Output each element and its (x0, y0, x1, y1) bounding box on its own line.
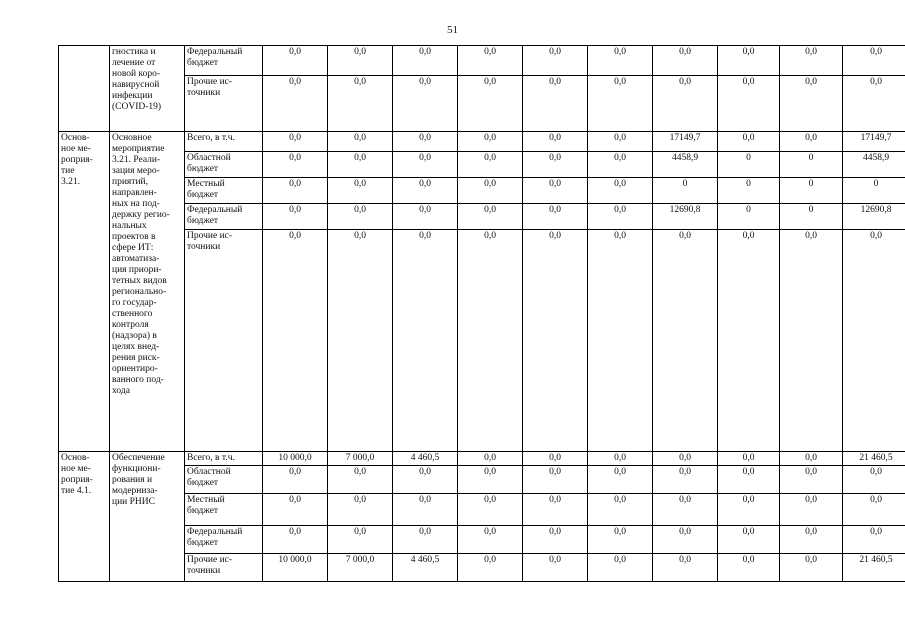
funding-source-cell (185, 526, 263, 554)
value-cell: 0,0 (843, 494, 905, 526)
value-cell: 0,0 (458, 554, 523, 582)
value-cell: 0,0 (523, 76, 588, 132)
table-row (59, 204, 905, 230)
funding-source-cell (185, 46, 263, 76)
description-cell (110, 132, 185, 452)
value-cell: 0,0 (780, 466, 843, 494)
value-cell: 0,0 (843, 526, 905, 554)
funding-source-label: Областной бюджет (187, 467, 231, 488)
value-cell: 0,0 (843, 46, 905, 76)
table-row (59, 494, 905, 526)
value-cell: 0,0 (718, 526, 780, 554)
value-cell: 10 000,0 (263, 452, 328, 466)
value-cell: 0,0 (263, 46, 328, 76)
value-cell: 0,0 (588, 526, 653, 554)
value-cell: 0,0 (523, 526, 588, 554)
value-cell: 0,0 (653, 466, 718, 494)
value-cell: 12690,8 (843, 204, 905, 230)
activity-label: Основ- ное ме- роприя- тие 4.1. (61, 453, 93, 496)
value-cell: 0,0 (718, 46, 780, 76)
page-number: 51 (447, 24, 458, 36)
value-cell: 0,0 (523, 204, 588, 230)
value-cell: 0,0 (718, 132, 780, 152)
value-cell: 0,0 (393, 494, 458, 526)
value-cell: 0,0 (393, 132, 458, 152)
description-text: гностика и лечение от новой коро- навирусной инфекции (COVID-19) (112, 47, 162, 112)
value-cell: 0,0 (263, 178, 328, 204)
value-cell: 0,0 (718, 466, 780, 494)
table-row (59, 230, 905, 452)
funding-source-cell (185, 494, 263, 526)
value-cell: 0,0 (523, 452, 588, 466)
value-cell: 7 000,0 (328, 452, 393, 466)
value-cell: 0,0 (328, 466, 393, 494)
value-cell: 0,0 (780, 46, 843, 76)
value-cell: 0,0 (393, 46, 458, 76)
value-cell: 0,0 (653, 46, 718, 76)
value-cell: 0,0 (588, 178, 653, 204)
funding-source-label: Всего, в т.ч. (187, 453, 235, 463)
value-cell: 0,0 (523, 494, 588, 526)
funding-source-cell (185, 76, 263, 132)
value-cell: 0,0 (328, 494, 393, 526)
value-cell: 0,0 (393, 526, 458, 554)
table-row (59, 526, 905, 554)
value-cell: 0,0 (843, 230, 905, 452)
value-cell: 0,0 (523, 178, 588, 204)
value-cell: 0,0 (328, 230, 393, 452)
value-cell: 0,0 (523, 152, 588, 178)
value-cell: 0,0 (653, 554, 718, 582)
value-cell: 0,0 (393, 466, 458, 494)
value-cell: 0,0 (588, 466, 653, 494)
value-cell: 0 (718, 152, 780, 178)
table-row (59, 452, 905, 466)
value-cell: 0,0 (328, 178, 393, 204)
value-cell: 0,0 (263, 132, 328, 152)
funding-source-label: Прочие ис- точники (187, 231, 233, 252)
value-cell: 0,0 (523, 132, 588, 152)
value-cell: 0,0 (328, 526, 393, 554)
value-cell: 0,0 (780, 132, 843, 152)
value-cell: 0,0 (588, 204, 653, 230)
value-cell: 0,0 (458, 204, 523, 230)
value-cell: 0,0 (458, 76, 523, 132)
value-cell: 0,0 (588, 554, 653, 582)
funding-source-label: Всего, в т.ч. (187, 133, 235, 143)
table-row (59, 76, 905, 132)
value-cell: 0,0 (780, 452, 843, 466)
funding-source-cell (185, 132, 263, 152)
funding-source-label: Прочие ис- точники (187, 555, 233, 576)
value-cell: 0,0 (263, 526, 328, 554)
value-cell: 0,0 (780, 526, 843, 554)
value-cell: 0,0 (263, 76, 328, 132)
value-cell: 0 (653, 178, 718, 204)
value-cell: 7 000,0 (328, 554, 393, 582)
value-cell: 0,0 (263, 466, 328, 494)
value-cell: 0,0 (393, 178, 458, 204)
description-text: Обеспечение функциони- рования и модерниза- ции РНИС (112, 453, 165, 507)
value-cell: 0,0 (843, 466, 905, 494)
value-cell: 0,0 (588, 132, 653, 152)
description-cell (110, 46, 185, 132)
value-cell: 0,0 (523, 466, 588, 494)
funding-source-label: Местный бюджет (187, 179, 225, 200)
value-cell: 0,0 (458, 526, 523, 554)
value-cell: 0,0 (653, 230, 718, 452)
funding-source-label: Федеральный бюджет (187, 205, 243, 226)
table-row (59, 152, 905, 178)
value-cell: 0,0 (780, 230, 843, 452)
value-cell: 0,0 (588, 46, 653, 76)
value-cell: 17149,7 (843, 132, 905, 152)
value-cell: 4 460,5 (393, 554, 458, 582)
funding-source-cell (185, 466, 263, 494)
value-cell: 21 460,5 (843, 554, 905, 582)
value-cell: 0,0 (328, 46, 393, 76)
value-cell: 10 000,0 (263, 554, 328, 582)
value-cell: 0,0 (523, 554, 588, 582)
value-cell: 0,0 (780, 76, 843, 132)
funding-source-cell (185, 204, 263, 230)
value-cell: 0,0 (780, 494, 843, 526)
value-cell: 0,0 (588, 494, 653, 526)
value-cell: 0,0 (523, 230, 588, 452)
value-cell: 0,0 (328, 132, 393, 152)
value-cell: 0,0 (653, 494, 718, 526)
activity-cell (59, 46, 110, 132)
value-cell: 0,0 (653, 452, 718, 466)
value-cell: 0,0 (458, 132, 523, 152)
value-cell: 0,0 (263, 230, 328, 452)
table-row (59, 46, 905, 76)
value-cell: 0,0 (263, 152, 328, 178)
value-cell: 0,0 (523, 46, 588, 76)
value-cell: 12690,8 (653, 204, 718, 230)
value-cell: 0 (718, 178, 780, 204)
value-cell: 0 (780, 152, 843, 178)
value-cell: 0,0 (393, 204, 458, 230)
value-cell: 0,0 (718, 452, 780, 466)
description-cell (110, 452, 185, 582)
table-body (59, 46, 905, 582)
value-cell: 0,0 (328, 204, 393, 230)
budget-table (58, 45, 905, 582)
value-cell: 0 (780, 178, 843, 204)
value-cell: 0,0 (393, 76, 458, 132)
value-cell: 0,0 (458, 46, 523, 76)
funding-source-cell (185, 152, 263, 178)
value-cell: 0,0 (393, 230, 458, 452)
value-cell: 0,0 (458, 494, 523, 526)
funding-source-label: Прочие ис- точники (187, 77, 233, 98)
value-cell: 0,0 (718, 76, 780, 132)
value-cell: 4458,9 (653, 152, 718, 178)
value-cell: 0,0 (458, 178, 523, 204)
funding-source-label: Федеральный бюджет (187, 527, 243, 548)
value-cell: 0,0 (588, 76, 653, 132)
table-row (59, 466, 905, 494)
value-cell: 0,0 (653, 76, 718, 132)
value-cell: 0,0 (458, 152, 523, 178)
value-cell: 0,0 (588, 452, 653, 466)
value-cell: 0,0 (458, 466, 523, 494)
value-cell: 0 (843, 178, 905, 204)
value-cell: 17149,7 (653, 132, 718, 152)
activity-cell (59, 452, 110, 582)
activity-cell (59, 132, 110, 452)
value-cell: 0,0 (328, 152, 393, 178)
value-cell: 21 460,5 (843, 452, 905, 466)
value-cell: 4458,9 (843, 152, 905, 178)
description-text: Основное мероприятие 3.21. Реали- зация меро- приятий, направлен- ных на под- держку регио- нальных проектов в сфере ИТ: автоматиза- ция приори- тетных видов регионально- го государ- ственного контроля (надзора) в целях внед- рения риск- ориентиро- ванного под- хода (112, 133, 170, 396)
value-cell: 0 (780, 204, 843, 230)
funding-source-cell (185, 554, 263, 582)
value-cell: 0,0 (780, 554, 843, 582)
value-cell: 0,0 (263, 494, 328, 526)
funding-source-label: Местный бюджет (187, 495, 225, 516)
funding-source-cell (185, 452, 263, 466)
table-row (59, 132, 905, 152)
funding-source-cell (185, 230, 263, 452)
value-cell: 0,0 (718, 494, 780, 526)
value-cell: 0,0 (718, 554, 780, 582)
value-cell: 0,0 (718, 230, 780, 452)
table-row (59, 178, 905, 204)
value-cell: 0,0 (588, 152, 653, 178)
funding-source-label: Федеральный бюджет (187, 47, 243, 68)
value-cell: 0,0 (393, 152, 458, 178)
value-cell: 0,0 (843, 76, 905, 132)
value-cell: 4 460,5 (393, 452, 458, 466)
value-cell: 0,0 (653, 526, 718, 554)
activity-label: Основ- ное ме- роприя- тие 3.21. (61, 133, 93, 187)
value-cell: 0,0 (263, 204, 328, 230)
value-cell: 0 (718, 204, 780, 230)
value-cell: 0,0 (588, 230, 653, 452)
funding-source-cell (185, 178, 263, 204)
value-cell: 0,0 (328, 76, 393, 132)
value-cell: 0,0 (458, 230, 523, 452)
value-cell: 0,0 (458, 452, 523, 466)
table-row (59, 554, 905, 582)
funding-source-label: Областной бюджет (187, 153, 231, 174)
